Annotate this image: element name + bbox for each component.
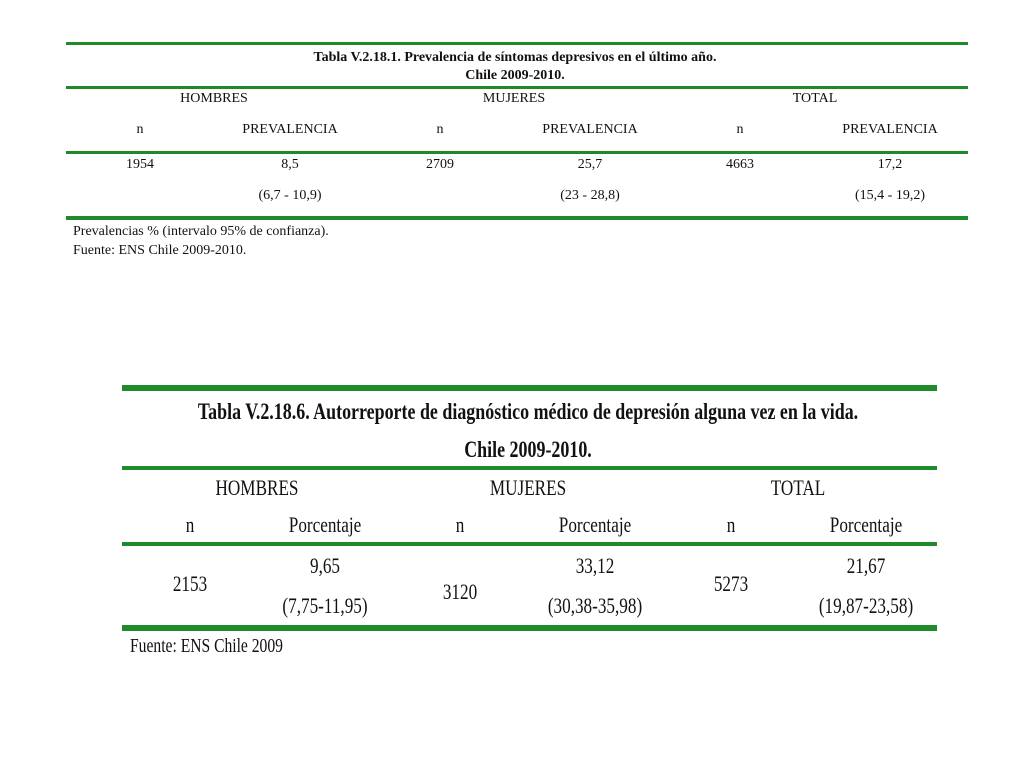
table-2-mujeres-n: 3120 bbox=[442, 579, 478, 604]
table-1-subheader-n-total: n bbox=[736, 122, 744, 137]
table-2-subheader-n-total: n bbox=[726, 512, 736, 537]
table-2-mujeres-ci: (30,38-35,98) bbox=[547, 593, 643, 618]
table-1-group-hombres: HOMBRES bbox=[180, 91, 248, 106]
table-2-subheader-n-hombres: n bbox=[185, 512, 195, 537]
table-2-title-rule bbox=[122, 466, 937, 470]
table-2-group-hombres: HOMBRES bbox=[215, 475, 299, 500]
table-2-total-pct: 21,67 bbox=[846, 553, 886, 578]
table-1-subheader-n-hombres: n bbox=[136, 122, 144, 137]
table-1-hombres-ci: (6,7 - 10,9) bbox=[258, 188, 322, 203]
table-1-header-rule bbox=[66, 151, 968, 154]
table-2-subheader-pct-hombres: Porcentaje bbox=[288, 512, 362, 537]
table-1-source: Fuente: ENS Chile 2009-2010. bbox=[73, 243, 247, 258]
table-1-mujeres-ci: (23 - 28,8) bbox=[560, 188, 620, 203]
table-2-total-ci: (19,87-23,58) bbox=[818, 593, 914, 618]
table-1-bottom-rule bbox=[66, 216, 968, 220]
table-1-title-line-1: Tabla V.2.18.1. Prevalencia de síntomas depresivos en el último año. bbox=[313, 50, 717, 65]
table-2-hombres-ci: (7,75-11,95) bbox=[282, 593, 368, 618]
table-1-mujeres-n: 2709 bbox=[426, 157, 454, 172]
table-2-hombres-pct: 9,65 bbox=[309, 553, 341, 578]
table-1-total-ci: (15,4 - 19,2) bbox=[855, 188, 925, 203]
table-1-subheader-n-mujeres: n bbox=[436, 122, 444, 137]
table-2-title-line-2: Chile 2009-2010. bbox=[464, 437, 592, 462]
table-2-subheader-pct-mujeres: Porcentaje bbox=[558, 512, 632, 537]
table-1-mujeres-prev: 25,7 bbox=[577, 157, 603, 172]
table-1-total-n: 4663 bbox=[726, 157, 754, 172]
table-2-total-n: 5273 bbox=[713, 571, 749, 596]
table-2-header-rule bbox=[122, 542, 937, 546]
table-1-total-prev: 17,2 bbox=[877, 157, 903, 172]
table-1-note: Prevalencias % (intervalo 95% de confianza). bbox=[73, 224, 329, 239]
table-2-hombres-n: 2153 bbox=[172, 571, 208, 596]
table-2-top-rule bbox=[122, 385, 937, 391]
table-2-mujeres-pct: 33,12 bbox=[575, 553, 615, 578]
table-2-source: Fuente: ENS Chile 2009 bbox=[130, 635, 283, 657]
table-1-group-mujeres: MUJERES bbox=[482, 91, 546, 106]
table-1-title-line-2: Chile 2009-2010. bbox=[465, 68, 565, 83]
table-1-hombres-n: 1954 bbox=[126, 157, 154, 172]
table-1-subheader-prev-mujeres: PREVALENCIA bbox=[542, 122, 638, 137]
table-1-title-rule bbox=[66, 86, 968, 89]
table-1-top-rule bbox=[66, 42, 968, 45]
table-2-subheader-pct-total: Porcentaje bbox=[829, 512, 903, 537]
table-1-hombres-prev: 8,5 bbox=[281, 157, 299, 172]
table-1-group-total: TOTAL bbox=[792, 91, 838, 106]
table-2-group-mujeres: MUJERES bbox=[489, 475, 567, 500]
table-1-subheader-prev-total: PREVALENCIA bbox=[842, 122, 938, 137]
table-2-group-total: TOTAL bbox=[770, 475, 826, 500]
table-2-bottom-rule bbox=[122, 625, 937, 631]
table-2-subheader-n-mujeres: n bbox=[455, 512, 465, 537]
table-1-subheader-prev-hombres: PREVALENCIA bbox=[242, 122, 338, 137]
table-2-title-line-1: Tabla V.2.18.6. Autorreporte de diagnóstico médico de depresión alguna vez en la vida. bbox=[197, 399, 859, 424]
